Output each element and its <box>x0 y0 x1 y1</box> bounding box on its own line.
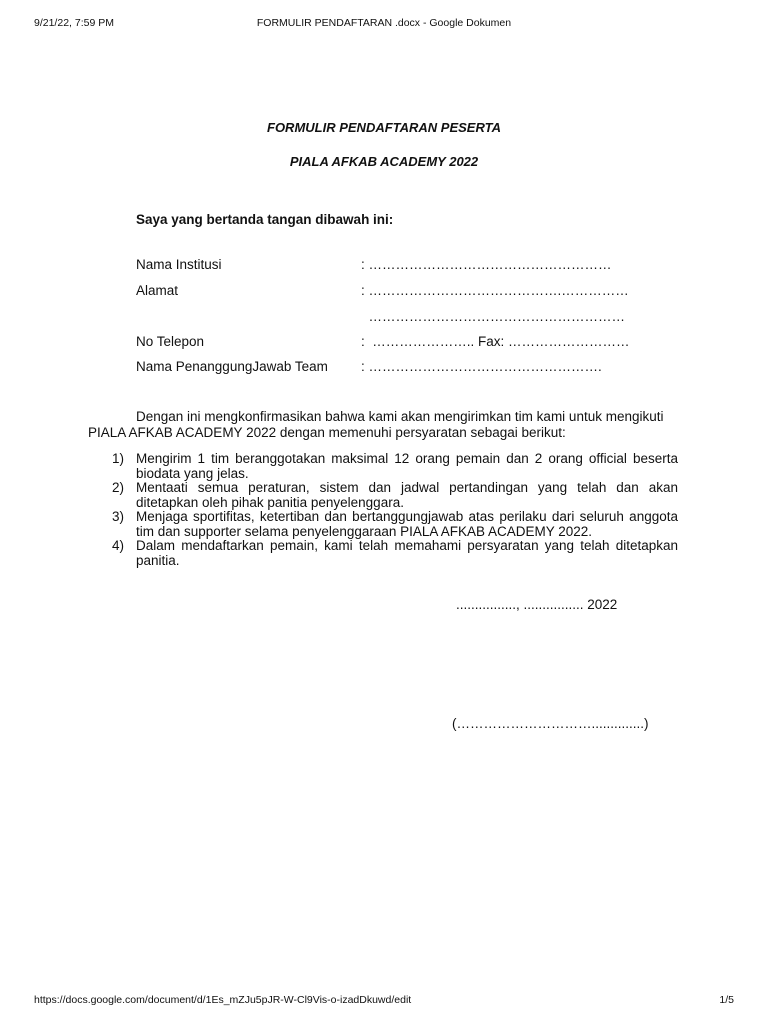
print-doc-title: FORMULIR PENDAFTARAN .docx - Google Dokumen <box>256 17 512 29</box>
field-value-address-line2: ………………………………………………… <box>361 309 626 324</box>
list-item-text: Mentaati semua peraturan, sistem dan jadwal pertandingan yang telah dan akan ditetapkan oleh pihak panitia penyelenggara. <box>136 480 678 510</box>
field-label-phone: No Telepon <box>136 334 205 349</box>
list-item <box>112 539 678 568</box>
list-item <box>112 481 678 510</box>
print-url: https://docs.google.com/document/d/1Es_mZJu5pJR-W-Cl9Vis-o-izadDkuwd/edit <box>34 994 412 1006</box>
list-item-text: Menjaga sportifitas, ketertiban dan bertanggungjawab atas perilaku dari seluruh anggota tim dan supporter selama penyelenggaraan PIALA AFKAB ACADEMY 2022. <box>136 509 678 539</box>
list-item <box>112 510 678 539</box>
list-item-text: Mengirim 1 tim beranggotakan maksimal 12 orang pemain dan 2 orang official beserta biodata yang jelas. <box>136 451 678 481</box>
confirmation-paragraph <box>88 409 680 441</box>
list-item <box>112 452 678 481</box>
list-item-number: 3) <box>112 509 125 524</box>
form-subtitle: PIALA AFKAB ACADEMY 2022 <box>289 154 479 169</box>
field-label-team-leader: Nama PenanggungJawab Team <box>136 359 328 374</box>
list-item-number: 2) <box>112 480 125 495</box>
place-date-line: ................, ................ 2022 <box>456 597 618 612</box>
paragraph-line-1: Dengan ini mengkonfirmasikan bahwa kami akan mengirimkan tim kami untuk mengikuti <box>136 409 664 424</box>
field-value-address: : …………………………………….…………… <box>361 283 629 298</box>
print-datetime: 9/21/22, 7:59 PM <box>34 17 114 29</box>
list-item-number: 1) <box>112 451 125 466</box>
field-label-address: Alamat <box>136 283 179 298</box>
page-number: 1/5 <box>719 994 734 1006</box>
form-title: FORMULIR PENDAFTARAN PESERTA <box>267 120 501 135</box>
field-label-institution: Nama Institusi <box>136 257 222 272</box>
intro-text: Saya yang bertanda tangan dibawah ini: <box>136 212 394 227</box>
field-value-team-leader: : ……………………………………………. <box>361 359 602 374</box>
list-item-number: 4) <box>112 538 125 553</box>
field-value-phone-fax: : ………………….. Fax: ……………………… <box>361 334 630 349</box>
field-value-institution: : ……………………………………………… <box>361 257 612 272</box>
paragraph-line-2: PIALA AFKAB ACADEMY 2022 dengan memenuhi persyaratan sebagai berikut: <box>88 425 566 440</box>
print-header <box>0 17 768 31</box>
list-item-text: Dalam mendaftarkan pemain, kami telah memahami persyaratan yang telah ditetapkan panitia. <box>136 538 678 568</box>
requirements-list <box>112 452 678 568</box>
signature-line: (…………………………..............) <box>452 716 649 731</box>
